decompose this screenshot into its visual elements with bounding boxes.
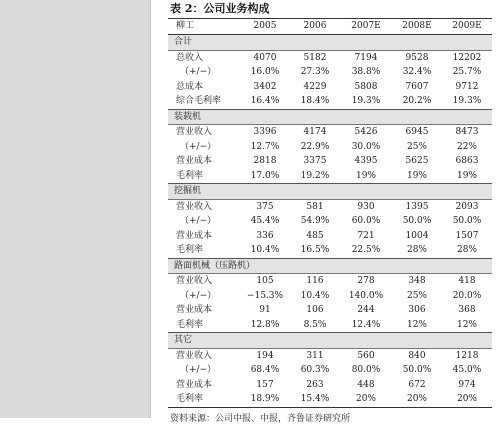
table-row bbox=[168, 169, 492, 184]
cell-value: 30.0% bbox=[351, 141, 381, 152]
section-row bbox=[168, 333, 492, 349]
cell-value: 68.4% bbox=[250, 365, 280, 375]
cell-value: 4229 bbox=[303, 81, 327, 92]
header-year: 2007E bbox=[340, 19, 392, 35]
cell-value: 672 bbox=[408, 379, 426, 390]
cell-value: 3396 bbox=[253, 127, 277, 137]
cell-value: 311 bbox=[306, 350, 324, 361]
header-year: 2005 bbox=[240, 19, 290, 35]
cell-value: 244 bbox=[357, 305, 375, 315]
cell-value: 22% bbox=[456, 141, 477, 152]
row-label: 毛利率 bbox=[168, 392, 240, 407]
cell-value: 3402 bbox=[253, 81, 277, 92]
cell-value: 60.0% bbox=[351, 216, 381, 226]
row-label: 营业成本 bbox=[176, 379, 213, 390]
cell-value: 20.2% bbox=[402, 96, 432, 106]
cell-value: 5182 bbox=[303, 52, 327, 63]
cell-value: 19% bbox=[406, 170, 427, 181]
table-row bbox=[168, 303, 492, 318]
row-label: 营业成本 bbox=[176, 156, 213, 166]
cell-value: 4070 bbox=[253, 52, 277, 63]
cell-value: 448 bbox=[357, 379, 375, 390]
cell-value: 10.4% bbox=[300, 290, 330, 301]
cell-value: 8.5% bbox=[303, 319, 327, 330]
cell-value: 6945 bbox=[405, 127, 429, 137]
cell-value: 19.3% bbox=[452, 96, 482, 106]
table-row bbox=[168, 274, 492, 289]
cell-value: 15.4% bbox=[290, 392, 340, 407]
cell-value: 19.3% bbox=[351, 96, 381, 106]
cell-value: 375 bbox=[256, 201, 274, 212]
cell-value: 12202 bbox=[452, 52, 482, 63]
cell-value: 2093 bbox=[455, 201, 479, 212]
cell-value: 54.9% bbox=[300, 216, 330, 226]
cell-value: 50.0% bbox=[402, 216, 432, 226]
row-label: （+/−） bbox=[180, 141, 217, 152]
row-label: （+/−） bbox=[180, 216, 217, 226]
section-row bbox=[168, 258, 492, 274]
cell-value: 25.7% bbox=[452, 67, 482, 77]
section-title: 其它 bbox=[168, 333, 492, 349]
cell-value: 28% bbox=[406, 245, 427, 255]
cell-value: 19.2% bbox=[300, 170, 330, 181]
row-label: 总成本 bbox=[176, 81, 204, 92]
cell-value: 1218 bbox=[455, 350, 479, 361]
table-row bbox=[168, 378, 492, 393]
cell-value: 19% bbox=[456, 170, 477, 181]
table-row bbox=[168, 363, 492, 378]
header-year: 2008E bbox=[392, 19, 442, 35]
document-area bbox=[168, 0, 492, 426]
table-row bbox=[168, 154, 492, 169]
cell-value: 20.0% bbox=[452, 290, 482, 301]
row-label: 营业收入 bbox=[176, 276, 213, 286]
cell-value: 17.0% bbox=[250, 170, 280, 181]
row-label: 营业成本 bbox=[176, 305, 213, 315]
cell-value: 105 bbox=[256, 276, 274, 286]
header-company: 柳工 bbox=[168, 19, 240, 35]
section-row bbox=[168, 109, 492, 125]
cell-value: 1507 bbox=[455, 230, 479, 241]
section-title: 合计 bbox=[168, 35, 492, 51]
cell-value: 5625 bbox=[405, 156, 429, 166]
row-label: 毛利率 bbox=[176, 245, 204, 255]
cell-value: 91 bbox=[259, 305, 271, 315]
table-row bbox=[168, 65, 492, 80]
table-row bbox=[168, 318, 492, 333]
table-row bbox=[168, 289, 492, 304]
cell-value: 12.7% bbox=[250, 141, 280, 152]
left-side-panel bbox=[0, 0, 151, 418]
cell-value: 25% bbox=[406, 290, 427, 301]
cell-value: 27.3% bbox=[300, 67, 330, 77]
cell-value: 5426 bbox=[354, 127, 378, 137]
cell-value: 12% bbox=[406, 319, 427, 330]
section-title: 装载机 bbox=[168, 109, 492, 125]
cell-value: 5808 bbox=[354, 81, 378, 92]
cell-value: 12.8% bbox=[250, 319, 280, 330]
cell-value: 485 bbox=[306, 230, 324, 241]
section-row bbox=[168, 184, 492, 200]
cell-value: 560 bbox=[357, 350, 375, 361]
cell-value: 20% bbox=[442, 392, 492, 407]
cell-value: 45.4% bbox=[250, 216, 280, 226]
table-row bbox=[168, 80, 492, 95]
cell-value: 930 bbox=[357, 201, 375, 212]
table-header-row bbox=[168, 19, 492, 35]
cell-value: 12.4% bbox=[351, 319, 381, 330]
cell-value: 22.5% bbox=[351, 245, 381, 255]
cell-value: 840 bbox=[408, 350, 426, 361]
cell-value: 157 bbox=[256, 379, 274, 390]
source-note: 资料来源：公司中报、中报，齐鲁证券研究所 bbox=[170, 413, 351, 424]
cell-value: 38.8% bbox=[351, 67, 381, 77]
table-row bbox=[168, 199, 492, 214]
table-row bbox=[168, 94, 492, 109]
cell-value: 106 bbox=[306, 305, 324, 315]
cell-value: 50.0% bbox=[452, 216, 482, 226]
row-label: 营业收入 bbox=[176, 350, 213, 361]
row-label: 营业收入 bbox=[176, 201, 213, 212]
cell-value: 8473 bbox=[455, 127, 479, 137]
row-label: （+/−） bbox=[180, 67, 217, 77]
cell-value: 50.0% bbox=[402, 365, 432, 375]
row-label: （+/−） bbox=[180, 290, 217, 301]
cell-value: 278 bbox=[357, 276, 375, 286]
cell-value: 263 bbox=[306, 379, 324, 390]
cell-value: 6863 bbox=[455, 156, 479, 166]
cell-value: 4395 bbox=[354, 156, 378, 166]
cell-value: 18.4% bbox=[300, 96, 330, 106]
business-composition-table bbox=[168, 18, 492, 408]
cell-value: 20% bbox=[392, 392, 442, 407]
cell-value: 7607 bbox=[405, 81, 429, 92]
cell-value: 9712 bbox=[455, 81, 479, 92]
cell-value: 16.0% bbox=[250, 67, 280, 77]
cell-value: 116 bbox=[306, 276, 324, 286]
cell-value: 336 bbox=[256, 230, 274, 241]
cell-value: 28% bbox=[456, 245, 477, 255]
cell-value: 32.4% bbox=[402, 67, 432, 77]
section-title: 挖掘机 bbox=[168, 184, 492, 200]
table-row bbox=[168, 125, 492, 140]
cell-value: 418 bbox=[458, 276, 476, 286]
table-row bbox=[168, 392, 492, 407]
cell-value: 4174 bbox=[303, 127, 327, 137]
cell-value: 45.0% bbox=[452, 365, 482, 375]
cell-value: 20% bbox=[340, 392, 392, 407]
row-label: 毛利率 bbox=[176, 170, 204, 181]
row-label: 毛利率 bbox=[176, 319, 204, 330]
header-year: 2009E bbox=[442, 19, 492, 35]
cell-value: 10.4% bbox=[250, 245, 280, 255]
row-label: 营业收入 bbox=[176, 127, 213, 137]
table-caption: 表 2：公司业务构成 bbox=[170, 2, 270, 15]
cell-value: 19% bbox=[355, 170, 376, 181]
table-row bbox=[168, 243, 492, 258]
cell-value: 1395 bbox=[405, 201, 429, 212]
cell-value: 721 bbox=[357, 230, 375, 241]
cell-value: 368 bbox=[458, 305, 476, 315]
section-row bbox=[168, 35, 492, 51]
cell-value: −15.3% bbox=[246, 290, 284, 301]
table-row bbox=[168, 140, 492, 155]
cell-value: 581 bbox=[306, 201, 324, 212]
cell-value: 140.0% bbox=[348, 290, 384, 301]
cell-value: 18.9% bbox=[240, 392, 290, 407]
section-title: 路面机械（压路机） bbox=[168, 258, 492, 274]
cell-value: 7194 bbox=[354, 52, 378, 63]
table-row bbox=[168, 50, 492, 65]
cell-value: 12% bbox=[456, 319, 477, 330]
table-row bbox=[168, 214, 492, 229]
cell-value: 16.4% bbox=[250, 96, 280, 106]
cell-value: 306 bbox=[408, 305, 426, 315]
cell-value: 1004 bbox=[405, 230, 429, 241]
cell-value: 80.0% bbox=[351, 365, 381, 375]
cell-value: 194 bbox=[256, 350, 274, 361]
row-label: 总收入 bbox=[176, 52, 204, 63]
table-row bbox=[168, 348, 492, 363]
table-row bbox=[168, 229, 492, 244]
cell-value: 16.5% bbox=[300, 245, 330, 255]
table-body bbox=[168, 19, 492, 408]
cell-value: 22.9% bbox=[300, 141, 330, 152]
cell-value: 974 bbox=[458, 379, 476, 390]
row-label: （+/−） bbox=[180, 365, 217, 375]
row-label: 营业成本 bbox=[176, 230, 213, 241]
cell-value: 348 bbox=[408, 276, 426, 286]
cell-value: 60.3% bbox=[300, 365, 330, 375]
cell-value: 25% bbox=[406, 141, 427, 152]
cell-value: 2818 bbox=[253, 156, 277, 166]
row-label: 综合毛利率 bbox=[176, 96, 222, 106]
header-year: 2006 bbox=[290, 19, 340, 35]
cell-value: 3375 bbox=[303, 156, 327, 166]
cell-value: 9528 bbox=[405, 52, 429, 63]
